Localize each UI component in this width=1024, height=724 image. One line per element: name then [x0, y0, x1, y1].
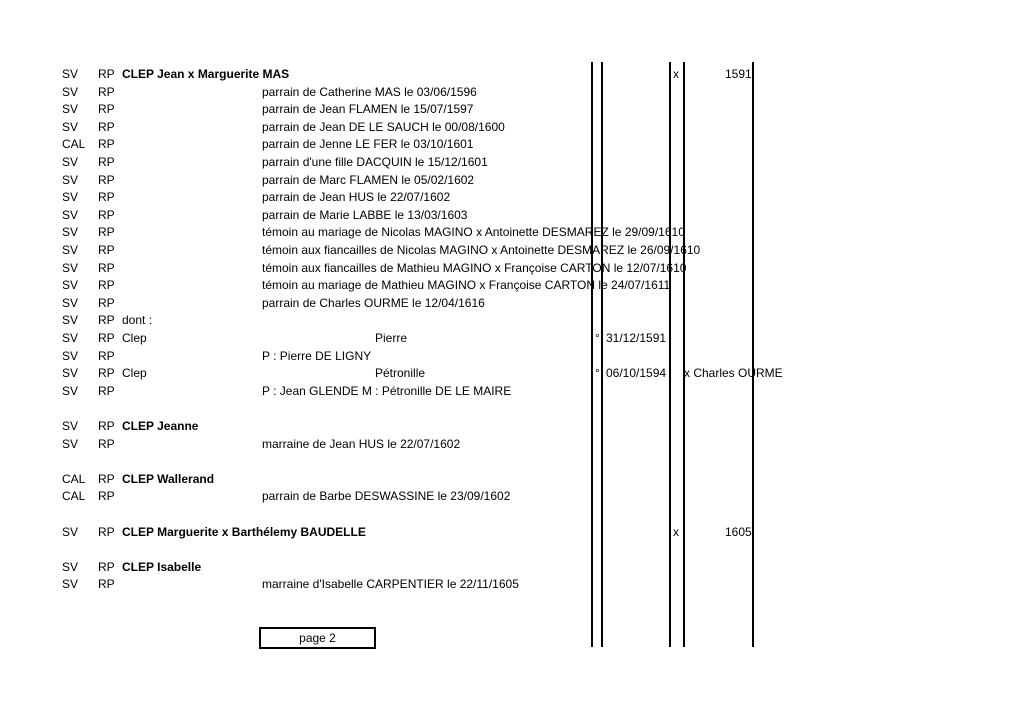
- event-description: P : Pierre DE LIGNY: [262, 348, 372, 363]
- event-description: témoin aux fiancailles de Nicolas MAGINO x Antoinette DESMAREZ le 26/09/1610: [262, 243, 701, 257]
- marriage-year: 1605: [725, 524, 752, 539]
- source-code: SV: [62, 190, 79, 205]
- register-code: RP: [98, 524, 115, 539]
- register-code: RP: [98, 313, 115, 328]
- source-code: SV: [62, 295, 79, 310]
- person-name: CLEP Jean x Marguerite MAS: [122, 67, 290, 81]
- event-description: marraine d'Isabelle CARPENTIER le 22/11/1605: [262, 577, 519, 592]
- source-code: SV: [62, 278, 79, 293]
- source-code: SV: [62, 436, 79, 451]
- event-description: parrain de Marie LABBE le 13/03/1603: [262, 207, 468, 222]
- register-code: RP: [98, 366, 115, 381]
- event-description: parrain de Jean FLAMEN le 15/07/1597: [262, 102, 474, 117]
- register-code: RP: [98, 331, 115, 345]
- page-number-label: page 2: [299, 631, 336, 645]
- register-code: RP: [98, 207, 115, 222]
- table-row: [0, 101, 1024, 119]
- table-row: [0, 84, 1024, 102]
- register-code: RP: [98, 471, 115, 486]
- table-row: [0, 488, 1024, 506]
- given-name: Pétronille: [375, 366, 426, 381]
- register-code: RP: [98, 119, 115, 134]
- register-code: RP: [98, 243, 115, 257]
- table-row: [0, 66, 1024, 84]
- person-name: CLEP Jeanne: [122, 419, 199, 433]
- page-number-box: [259, 627, 376, 649]
- table-row: [0, 330, 1024, 348]
- source-code: SV: [62, 102, 79, 117]
- table-row: [0, 172, 1024, 190]
- table-row: [0, 471, 1024, 489]
- table-row: [0, 436, 1024, 454]
- register-code: RP: [98, 348, 115, 363]
- table-row: [0, 524, 1024, 542]
- event-description: parrain de Jenne LE FER le 03/10/1601: [262, 137, 474, 152]
- event-description: parrain d'une fille DACQUIN le 15/12/1601: [262, 155, 488, 169]
- source-code: SV: [62, 243, 79, 257]
- table-row: [0, 312, 1024, 330]
- event-description: P : Jean GLENDE M : Pétronille DE LE MAIRE: [262, 383, 512, 398]
- register-code: RP: [98, 295, 115, 310]
- source-code: SV: [62, 559, 79, 574]
- table-row: [0, 418, 1024, 436]
- source-code: SV: [62, 119, 79, 134]
- source-code: SV: [62, 225, 79, 240]
- event-description: témoin aux fiancailles de Mathieu MAGINO x Françoise CARTON le 12/07/1610: [262, 260, 687, 275]
- table-row: [0, 365, 1024, 383]
- register-code: RP: [98, 577, 115, 592]
- source-code: CAL: [62, 471, 86, 486]
- birth-symbol: °: [595, 331, 600, 345]
- source-code: SV: [62, 331, 79, 345]
- table-row: [0, 383, 1024, 401]
- register-code: RP: [98, 419, 115, 433]
- table-row: [0, 576, 1024, 594]
- table-row: [0, 189, 1024, 207]
- register-code: RP: [98, 383, 115, 398]
- register-code: RP: [98, 155, 115, 169]
- event-description: parrain de Marc FLAMEN le 05/02/1602: [262, 172, 475, 187]
- event-description: témoin au mariage de Mathieu MAGINO x Françoise CARTON le 24/07/1611: [262, 278, 671, 293]
- source-code: SV: [62, 348, 79, 363]
- birth-date: 31/12/1591: [606, 331, 667, 345]
- source-code: SV: [62, 207, 79, 222]
- table-row: [0, 260, 1024, 278]
- source-code: SV: [62, 313, 79, 328]
- register-code: RP: [98, 84, 115, 99]
- marriage-year: 1591: [725, 67, 752, 81]
- event-description: parrain de Barbe DESWASSINE le 23/09/1602: [262, 489, 511, 504]
- source-code: SV: [62, 366, 79, 381]
- event-description: parrain de Charles OURME le 12/04/1616: [262, 295, 485, 310]
- source-code: SV: [62, 84, 79, 99]
- table-row: [0, 242, 1024, 260]
- source-code: SV: [62, 260, 79, 275]
- table-row: [0, 453, 1024, 471]
- source-code: SV: [62, 172, 79, 187]
- table-row: [0, 154, 1024, 172]
- register-code: RP: [98, 559, 115, 574]
- event-description: marraine de Jean HUS le 22/07/1602: [262, 436, 461, 451]
- spouse-name: x Charles OURME: [684, 366, 783, 381]
- register-code: RP: [98, 225, 115, 240]
- person-name: CLEP Isabelle: [122, 559, 202, 574]
- person-name: CLEP Wallerand: [122, 471, 215, 486]
- source-code: SV: [62, 524, 79, 539]
- person-name: Clep: [122, 366, 147, 381]
- person-name: CLEP Marguerite x Barthélemy BAUDELLE: [122, 524, 366, 539]
- table-row: [0, 224, 1024, 242]
- source-code: SV: [62, 67, 79, 81]
- table-row: [0, 119, 1024, 137]
- marriage-mark: x: [673, 67, 679, 81]
- register-code: RP: [98, 436, 115, 451]
- event-description: parrain de Jean DE LE SAUCH le 00/08/1600: [262, 119, 505, 134]
- register-code: RP: [98, 278, 115, 293]
- given-name: Pierre: [375, 331, 408, 345]
- table-row: [0, 277, 1024, 295]
- event-description: témoin au mariage de Nicolas MAGINO x Antoinette DESMAREZ le 29/09/1610: [262, 225, 685, 240]
- register-code: RP: [98, 137, 115, 152]
- table-row: [0, 136, 1024, 154]
- table-row: [0, 295, 1024, 313]
- register-code: RP: [98, 172, 115, 187]
- table-row: [0, 541, 1024, 559]
- source-code: CAL: [62, 489, 86, 504]
- register-code: RP: [98, 67, 115, 81]
- marriage-mark: x: [673, 524, 679, 539]
- register-code: RP: [98, 489, 115, 504]
- register-code: RP: [98, 260, 115, 275]
- person-name: Clep: [122, 331, 147, 345]
- register-code: RP: [98, 102, 115, 117]
- source-code: SV: [62, 577, 79, 592]
- table-row: [0, 348, 1024, 366]
- event-description: parrain de Catherine MAS le 03/06/1596: [262, 84, 477, 99]
- birth-symbol: °: [595, 366, 600, 381]
- person-name: dont :: [122, 313, 153, 328]
- table-row: [0, 207, 1024, 225]
- table-row: [0, 400, 1024, 418]
- source-code: SV: [62, 155, 79, 169]
- source-code: SV: [62, 419, 79, 433]
- source-code: CAL: [62, 137, 86, 152]
- event-description: parrain de Jean HUS le 22/07/1602: [262, 190, 451, 205]
- table-row: [0, 506, 1024, 524]
- table-row: [0, 559, 1024, 577]
- birth-date: 06/10/1594: [606, 366, 667, 381]
- register-code: RP: [98, 190, 115, 205]
- source-code: SV: [62, 383, 79, 398]
